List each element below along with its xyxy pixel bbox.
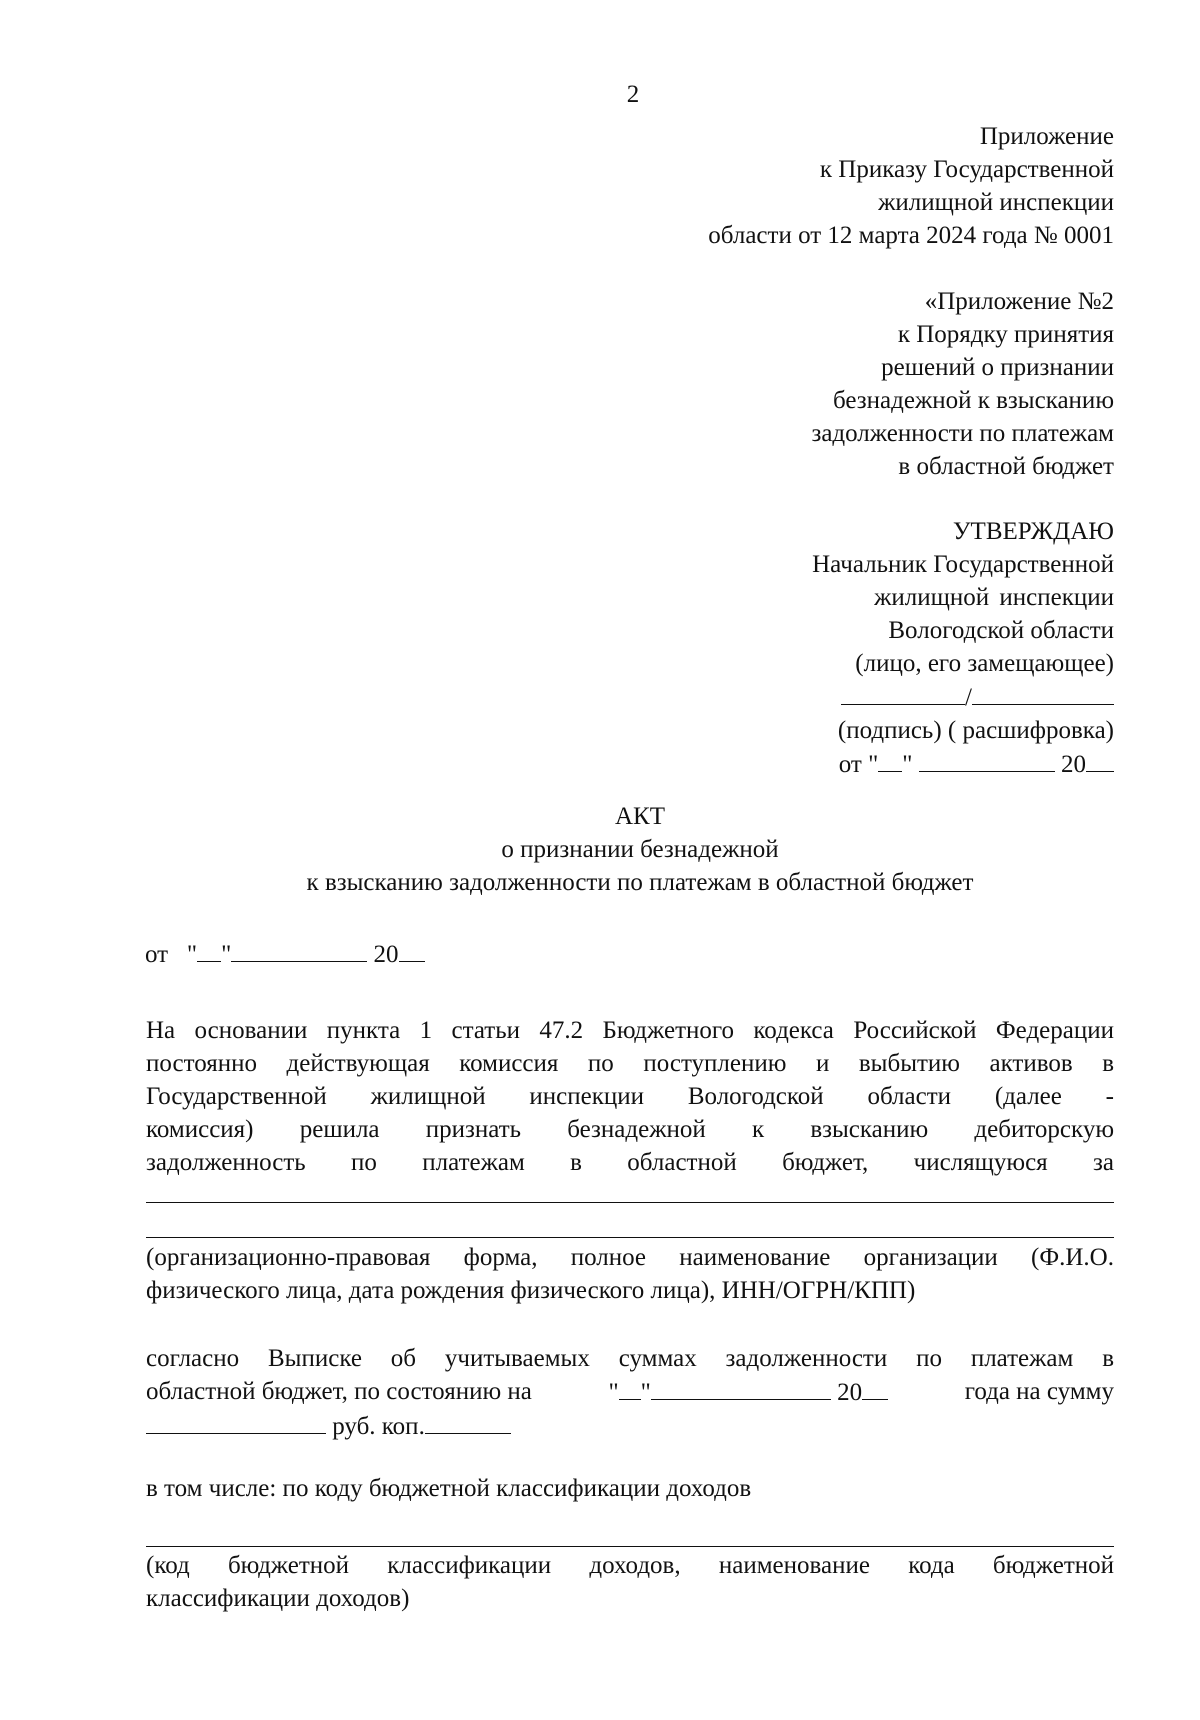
kbk-caption-line: классификации доходов) (146, 1585, 410, 1612)
signature-blank (841, 680, 965, 705)
decoding-blank (972, 680, 1114, 705)
approval-day-blank (878, 747, 902, 772)
act-title-line3: к взысканию задолженности по платежам в областной бюджет (306, 869, 974, 896)
org-blank-line (146, 1237, 1114, 1238)
approval-line: жилищной инспекции (874, 584, 1114, 611)
act-month-blank (231, 937, 367, 962)
signature-line (812, 680, 1114, 714)
amount-line (146, 1409, 1114, 1443)
kbk-caption-line: (код бюджетной классификации доходов, наименование кода бюджетной (146, 1552, 1114, 1579)
appendix2-header-line: «Приложение №2 (924, 288, 1114, 315)
para2-quote-open: " (608, 1379, 619, 1406)
approval-date-prefix: от " (838, 751, 879, 778)
kbk-blank-line (146, 1546, 1114, 1547)
amount-kop-blank (425, 1409, 511, 1434)
kbk-caption (146, 1549, 1114, 1615)
approval-block (812, 515, 1114, 781)
appendix2-header-line: задолженности по платежам (811, 420, 1114, 447)
amount-rub-blank (146, 1409, 326, 1434)
act-date-year: 20 (373, 941, 399, 968)
appendix-header-line: области от 12 марта 2024 года № 0001 (708, 222, 1114, 249)
act-date-prefix: от (145, 941, 169, 968)
body-line: постоянно действующая комиссия по поступлению и выбытию активов в (146, 1050, 1114, 1077)
approval-line: Начальник Государственной (812, 551, 1114, 578)
act-day-blank (197, 937, 221, 962)
approval-date-year: 20 (1061, 751, 1086, 778)
act-date (145, 937, 425, 971)
para2-year-blank (862, 1375, 888, 1400)
appendix-header-line: Приложение (979, 123, 1114, 150)
org-blank-line (146, 1202, 1114, 1203)
para2-date (608, 1375, 888, 1409)
act-year-blank (399, 937, 425, 962)
appendix-header-line: жилищной инспекции (878, 189, 1114, 216)
approval-title: УТВЕРЖДАЮ (952, 518, 1114, 545)
approval-date (812, 747, 1114, 781)
org-caption (146, 1241, 1114, 1307)
appendix2-header (811, 285, 1114, 483)
appendix2-header-line: безнадежной к взысканию (832, 387, 1114, 414)
para2-year: 20 (837, 1379, 863, 1406)
appendix2-header-line: к Порядку принятия (897, 321, 1114, 348)
approval-year-blank (1086, 747, 1114, 772)
approval-line: (лицо, его замещающее) (855, 650, 1114, 677)
amount-rub-label: руб. коп. (332, 1413, 425, 1440)
body-line: На основании пункта 1 статьи 47.2 Бюджетного кодекса Российской Федерации (146, 1017, 1114, 1044)
page-number: 2 (626, 81, 640, 108)
body-line: задолженность по платежам в областной бюджет, числящуюся за (146, 1149, 1114, 1176)
signature-slash: / (965, 684, 972, 711)
org-caption-line: физического лица, дата рождения физического лица), ИНН/ОГРН/КПП) (146, 1277, 916, 1304)
appendix2-header-line: решений о признании (881, 354, 1114, 381)
act-title (0, 800, 1200, 899)
body-paragraph-2 (146, 1342, 1114, 1443)
para2-day-blank (619, 1375, 641, 1400)
act-title-line2: о признании безнадежной (501, 836, 779, 863)
body-line: Государственной жилищной инспекции Вологодской области (далее - (146, 1083, 1114, 1110)
act-date-quote-close: " (221, 941, 232, 968)
including-line: в том числе: по коду бюджетной классификации доходов (146, 1475, 752, 1502)
approval-month-blank (919, 747, 1055, 772)
act-date-quote-open: " (186, 941, 198, 968)
appendix-header (708, 120, 1114, 252)
body-line: согласно Выписке об учитываемых суммах задолженности по платежам в (146, 1345, 1114, 1372)
act-title-line1: АКТ (615, 803, 665, 830)
approval-date-quote: " (902, 751, 913, 778)
appendix-header-line: к Приказу Государственной (819, 156, 1114, 183)
para2-text-b: года на сумму (964, 1378, 1114, 1405)
approval-line: Вологодской области (888, 617, 1114, 644)
org-caption-line: (организационно-правовая форма, полное наименование организации (Ф.И.О. (146, 1244, 1114, 1271)
para2-text-a: областной бюджет, по состоянию на (146, 1378, 532, 1405)
appendix2-header-line: в областной бюджет (898, 453, 1114, 480)
body-paragraph-1 (146, 1014, 1114, 1179)
para2-month-blank (651, 1375, 831, 1400)
body-line-with-blanks (146, 1375, 1114, 1409)
para2-quote-close: " (640, 1379, 651, 1406)
signature-caption: (подпись) ( расшифровка) (837, 717, 1114, 744)
body-line: комиссия) решила признать безнадежной к взысканию дебиторскую (146, 1116, 1114, 1143)
